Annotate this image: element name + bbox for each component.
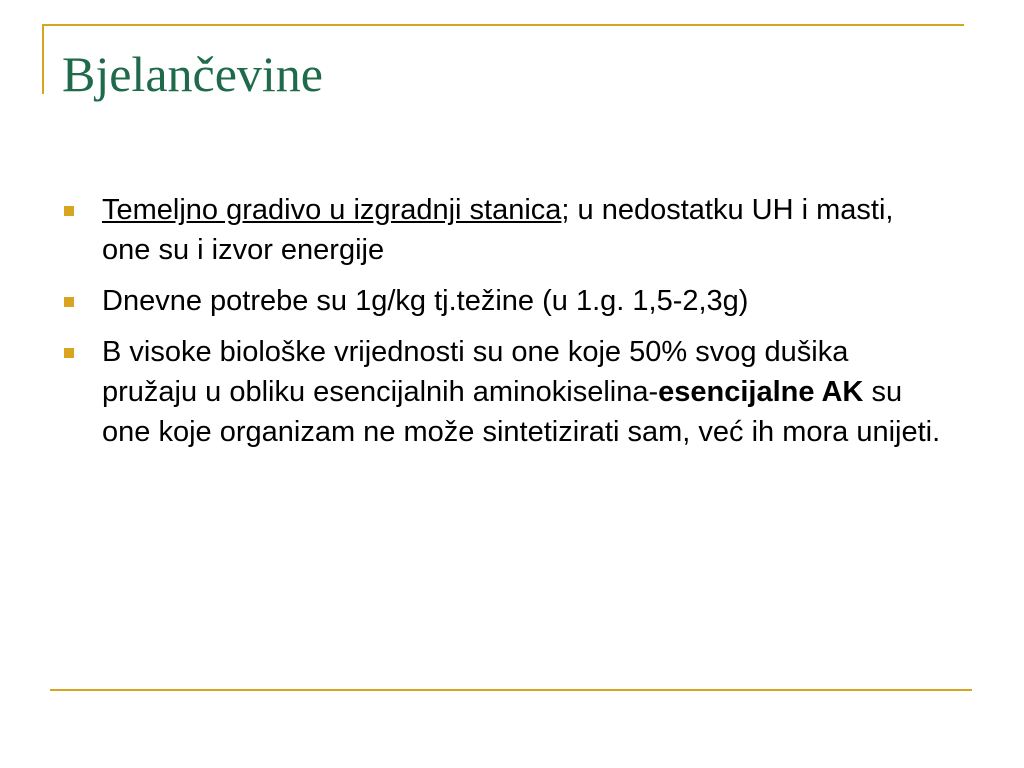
top-rule bbox=[42, 24, 964, 26]
square-bullet-icon bbox=[64, 206, 74, 216]
bullet-3-rest-text: su one koje organizam ne može sintetizirati sam, već ih mora unijeti. bbox=[102, 376, 941, 448]
bullet-item-1 bbox=[62, 190, 942, 270]
bullet-2-text: Dnevne potrebe su 1g/kg tj.težine (u 1.g. 1,5-2,3g) bbox=[102, 285, 749, 317]
slide-title: Bjelančevine bbox=[62, 46, 323, 102]
bullet-3-lead-text: B visoke biološke vrijednosti su one koje 50% svog dušika pružaju u obliku esencijalnih aminokiselina- bbox=[102, 336, 849, 408]
bullet-item-3 bbox=[62, 332, 942, 452]
bullet-list bbox=[62, 190, 942, 463]
bullet-1-text: ; u nedostatku UH i masti, one su i izvor energije bbox=[102, 194, 894, 266]
bottom-rule bbox=[50, 689, 972, 691]
bullet-3-bold-text: esencijalne AK bbox=[658, 376, 864, 408]
bullet-1-underlined-text: Temeljno gradivo u izgradnji stanica bbox=[102, 194, 562, 226]
left-rule bbox=[42, 24, 44, 94]
bullet-item-2 bbox=[62, 281, 942, 321]
square-bullet-icon bbox=[64, 348, 74, 358]
square-bullet-icon bbox=[64, 297, 74, 307]
